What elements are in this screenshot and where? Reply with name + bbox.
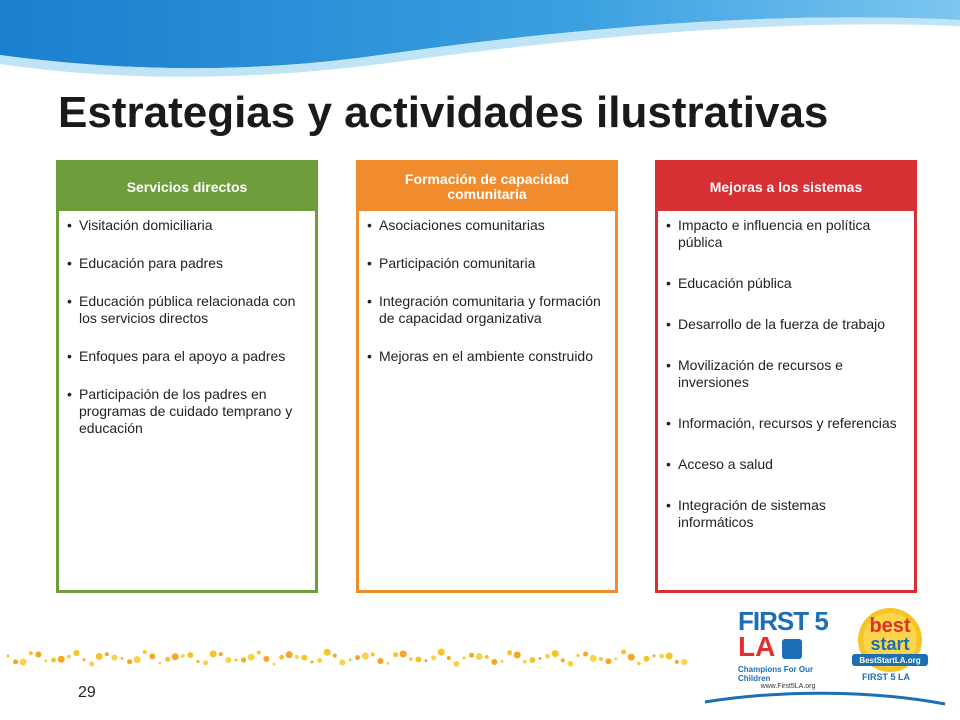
decorative-dot bbox=[165, 657, 170, 662]
logo-text: start bbox=[870, 634, 910, 654]
decorative-dot bbox=[590, 655, 597, 662]
decorative-dot bbox=[431, 655, 436, 660]
decorative-dot bbox=[529, 657, 535, 663]
decorative-dot bbox=[469, 653, 474, 658]
decorative-dot bbox=[476, 653, 483, 660]
decorative-dot bbox=[333, 654, 337, 658]
first5-la-logo bbox=[738, 606, 838, 690]
list-item: • Acceso a salud bbox=[666, 456, 904, 473]
decorative-dot bbox=[371, 652, 375, 656]
hand-icon bbox=[782, 639, 802, 659]
decorative-dot bbox=[121, 657, 124, 660]
decorative-dot bbox=[45, 659, 48, 662]
decorative-dot bbox=[621, 650, 626, 655]
list-item: • Impacto e influencia en política pública bbox=[666, 217, 904, 251]
list-item: • Educación pública relacionada con los servicios directos bbox=[67, 293, 305, 327]
list-item: • Desarrollo de la fuerza de trabajo bbox=[666, 316, 904, 333]
decorative-dot bbox=[29, 651, 33, 655]
decorative-dot bbox=[453, 661, 459, 667]
decorative-dot bbox=[111, 655, 117, 661]
decorative-dot bbox=[545, 654, 550, 659]
panel-systems-improvements bbox=[655, 160, 917, 593]
decorative-dot bbox=[73, 650, 79, 656]
decorative-dot bbox=[159, 662, 162, 665]
panel-direct-services bbox=[56, 160, 318, 593]
decorative-dot bbox=[362, 653, 369, 660]
decorative-dot bbox=[643, 656, 649, 662]
decorative-dot bbox=[681, 659, 687, 665]
decorative-dot bbox=[279, 655, 284, 660]
logo-text: best bbox=[869, 615, 911, 637]
decorative-dot bbox=[637, 662, 641, 666]
decorative-dot bbox=[539, 657, 542, 660]
decorative-dot bbox=[583, 652, 588, 657]
decorative-dot bbox=[567, 661, 573, 667]
decorative-dot bbox=[295, 655, 299, 659]
decorative-dot bbox=[187, 652, 193, 658]
best-start-logo bbox=[846, 604, 934, 684]
decorative-dot bbox=[523, 660, 527, 664]
decorative-dot bbox=[181, 654, 185, 658]
decorative-dot bbox=[286, 651, 293, 658]
decorative-dot bbox=[149, 653, 155, 659]
decorative-dot bbox=[143, 650, 147, 654]
decorative-dot bbox=[96, 653, 103, 660]
decorative-dot bbox=[127, 659, 132, 664]
bottom-swoosh-decoration bbox=[700, 680, 960, 720]
list-item: • Enfoques para el apoyo a padres bbox=[67, 348, 305, 365]
decorative-dot bbox=[13, 659, 18, 664]
decorative-dot bbox=[387, 662, 390, 665]
decorative-dot bbox=[400, 651, 407, 658]
decorative-dot bbox=[577, 654, 580, 657]
panel-community-capacity bbox=[356, 160, 618, 593]
decorative-dot bbox=[393, 652, 398, 657]
decorative-dot bbox=[409, 657, 413, 661]
logo-url: BestStartLA.org bbox=[859, 656, 921, 665]
list-item: • Visitación domiciliaria bbox=[67, 217, 305, 234]
decorative-dot bbox=[20, 659, 27, 666]
decorative-dot bbox=[241, 658, 246, 663]
decorative-dot bbox=[263, 656, 269, 662]
decorative-dot bbox=[666, 653, 673, 660]
decorative-dot bbox=[273, 662, 276, 665]
page-number: 29 bbox=[78, 684, 96, 701]
list-item: • Asociaciones comunitarias bbox=[367, 217, 605, 234]
decorative-dot bbox=[134, 656, 141, 663]
logo-url: www.First5LA.org bbox=[760, 683, 816, 690]
decorative-dot bbox=[463, 657, 466, 660]
list-item: • Participación de los padres en programas de cuidado temprano y educación bbox=[67, 386, 305, 437]
logo-text: LA bbox=[738, 631, 838, 663]
decorative-dot bbox=[225, 657, 231, 663]
decorative-dot bbox=[105, 652, 109, 656]
decorative-dot bbox=[501, 660, 504, 663]
list-item: • Educación para padres bbox=[67, 255, 305, 272]
page-title: Estrategias y actividades ilustrativas bbox=[58, 88, 829, 137]
dotted-border-decoration bbox=[0, 640, 700, 680]
list-item: • Participación comunitaria bbox=[367, 255, 605, 272]
list-item: • Movilización de recursos e inversiones bbox=[666, 357, 904, 391]
decorative-dot bbox=[197, 660, 200, 663]
decorative-dot bbox=[339, 659, 345, 665]
decorative-dot bbox=[210, 650, 217, 657]
panel-heading: Mejoras a los sistemas bbox=[658, 163, 914, 211]
decorative-dot bbox=[324, 649, 331, 656]
decorative-dot bbox=[355, 655, 360, 660]
decorative-dot bbox=[561, 658, 565, 662]
panel-heading: Servicios directos bbox=[59, 163, 315, 211]
decorative-dot bbox=[377, 658, 383, 664]
decorative-dot bbox=[599, 657, 603, 661]
decorative-dot bbox=[203, 660, 208, 665]
decorative-dot bbox=[67, 655, 71, 659]
item-list bbox=[658, 211, 914, 531]
decorative-dot bbox=[89, 661, 94, 666]
list-item: • Mejoras en el ambiente construido bbox=[367, 348, 605, 365]
decorative-dot bbox=[425, 659, 428, 662]
decorative-dot bbox=[235, 658, 238, 661]
list-item: • Integración de sistemas informáticos bbox=[666, 497, 904, 531]
item-list bbox=[359, 211, 615, 365]
item-list bbox=[59, 211, 315, 437]
decorative-dot bbox=[349, 658, 352, 661]
decorative-dot bbox=[311, 660, 314, 663]
decorative-dot bbox=[415, 657, 421, 663]
logo-footer: FIRST 5 LA bbox=[861, 672, 911, 682]
decorative-dot bbox=[653, 654, 656, 657]
decorative-dot bbox=[219, 652, 223, 656]
panel-heading: Formación de capacidad comunitaria bbox=[359, 163, 615, 211]
decorative-dot bbox=[491, 659, 497, 665]
decorative-dot bbox=[552, 650, 559, 657]
logo-text: FIRST 5 bbox=[738, 606, 828, 636]
decorative-dot bbox=[301, 655, 307, 661]
logo-tagline: Champions For Our Children bbox=[738, 665, 814, 683]
decorative-dot bbox=[438, 649, 445, 656]
decorative-dot bbox=[628, 654, 635, 661]
decorative-dot bbox=[317, 658, 322, 663]
decorative-dot bbox=[35, 651, 41, 657]
list-item: • Integración comunitaria y formación de capacidad organizativa bbox=[367, 293, 605, 327]
list-item: • Información, recursos y referencias bbox=[666, 415, 904, 432]
decorative-dot bbox=[248, 654, 255, 661]
decorative-dot bbox=[675, 660, 679, 664]
decorative-dot bbox=[514, 651, 521, 658]
decorative-dot bbox=[605, 658, 611, 664]
decorative-dot bbox=[51, 657, 56, 662]
decorative-dot bbox=[659, 654, 664, 659]
decorative-dot bbox=[172, 653, 179, 660]
decorative-dot bbox=[507, 650, 512, 655]
decorative-dot bbox=[447, 656, 451, 660]
decorative-dot bbox=[83, 658, 86, 661]
decorative-dot bbox=[7, 655, 10, 658]
header-wave-decoration bbox=[0, 0, 960, 90]
decorative-dot bbox=[58, 656, 65, 663]
decorative-dot bbox=[485, 655, 489, 659]
decorative-dot bbox=[615, 657, 618, 660]
list-item: • Educación pública bbox=[666, 275, 904, 292]
decorative-dot bbox=[257, 650, 261, 654]
